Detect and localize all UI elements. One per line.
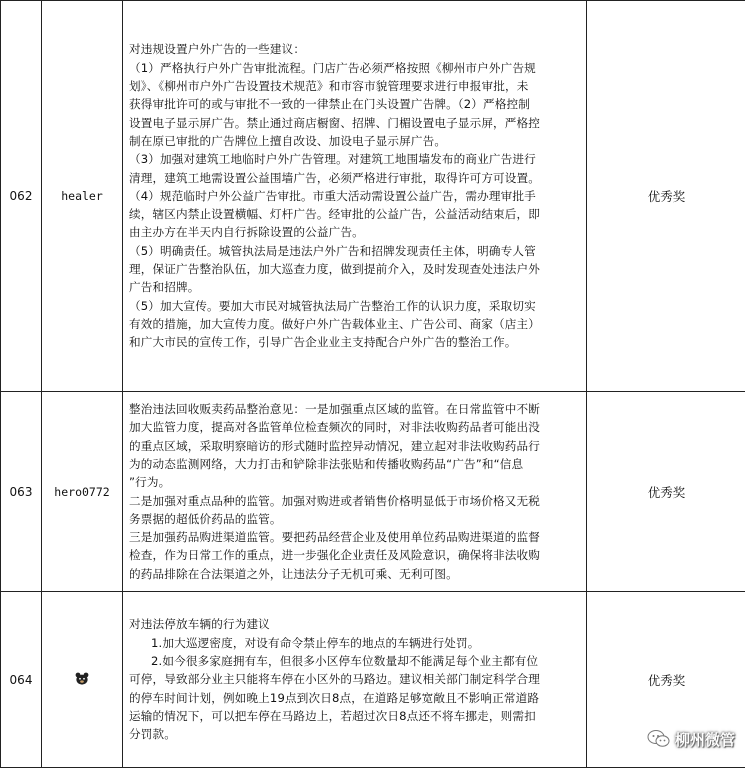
wechat-chat-bubble-icon: [647, 729, 671, 749]
entry-number: 063: [1, 392, 42, 592]
award-label: 优秀奖: [587, 392, 745, 592]
bear-face-icon: [75, 672, 89, 688]
text-line: 制在原已审批的广告牌位上擅自改设、加设电子显示屏广告。: [129, 133, 447, 148]
table-row: [1, 1, 745, 392]
text-line: 三是加强药品购进渠道监管。要把药品经营企业及使用单位药品购进渠道的监督: [129, 530, 541, 545]
watermark-text: 柳州微管: [674, 730, 735, 749]
text-line: （5）明确责任。城管执法局是违法户外广告和招牌发现责任主体，明确专人管: [129, 243, 536, 258]
text-line: 获得审批许可的或与审批不一致的一律禁止在门头设置广告牌。（2）严格控制: [129, 97, 531, 112]
text-line: 可停，导致部分业主只能将车停在小区外的马路边。建议相关部门制定科学合理: [129, 672, 541, 687]
username: hero0772: [42, 392, 123, 592]
text-line: 务票据的超低价药品的监管。: [129, 511, 282, 526]
text-line: 的停车时间计划，例如晚上19点到次日8点，在道路足够宽敞且不影响正常道路: [129, 690, 540, 705]
text-line: 运输的情况下，可以把车停在马路边上，若超过次日8点还不将车挪走，则需扣: [129, 708, 536, 723]
text-line: 有效的措施，加大宣传力度。做好户外广告载体业主、广告公司、商家（店主）: [129, 316, 541, 331]
text-line: 1.加大巡逻密度，对设有命令禁止停车的地点的车辆进行处罚。: [151, 635, 480, 650]
text-line: 和广大市民的宣传工作，引导广告企业业主支持配合户外广告的整治工作。: [129, 335, 517, 350]
text-line: 设置电子显示屏广告。禁止通过商店橱窗、招牌、门楣设置电子显示屏，严格控: [129, 115, 541, 130]
text-line: 二是加强对重点品种的监管。加强对购进或者销售价格明显低于市场价格又无税: [129, 493, 541, 508]
text-line: 对违法停放车辆的行为建议: [129, 617, 270, 632]
entry-number: 064: [1, 592, 42, 768]
text-line: （1）严格执行户外广告审批流程。门店广告必须严格按照《柳州市户外广告规: [129, 60, 536, 75]
entry-number: 062: [1, 1, 42, 392]
text-line: 对违规设置户外广告的一些建议：: [129, 42, 306, 57]
text-line: 整治违法回收贩卖药品整治意见：一是加强重点区域的监管。在日常监管中不断: [129, 402, 541, 417]
award-label: 优秀奖: [587, 592, 745, 768]
text-line: （3）加强对建筑工地临时户外广告管理。对建筑工地围墙发布的商业广告进行: [129, 152, 536, 167]
username: healer: [42, 1, 123, 392]
suggestion-text: [123, 1, 587, 392]
text-line: 加大监管力度，提高对各监管单位检查频次的同时，对非法收购药品者可能出没: [129, 420, 541, 435]
text-line: 广告和招牌。: [129, 280, 200, 295]
text-line: 理，保证广告整治队伍，加大巡查力度，做到提前介入，及时发现查处违法户外: [129, 262, 541, 277]
text-line: 由主办方在半天内自行拆除设置的公益广告。: [129, 225, 364, 240]
text-line: （5）加大宣传。要加大市民对城管执法局广告整治工作的认识力度，采取切实: [129, 298, 536, 313]
suggestion-text: [123, 592, 587, 768]
text-line: 2.如今很多家庭拥有车，但很多小区停车位数量却不能满足每个业主都有位: [151, 654, 539, 669]
text-line: 清理，建筑工地需设置公益围墙广告，必须严格进行审批，取得许可方可设置。: [129, 170, 541, 185]
table-row: [1, 392, 745, 592]
text-line: 的药品排除在合法渠道之外，让违法分子无机可乘、无利可图。: [129, 566, 458, 581]
text-line: ”行为。: [129, 475, 171, 490]
text-line: （4）规范临时户外公益广告审批。市重大活动需设置公益广告，需办理审批手: [129, 188, 536, 203]
text-line: 为的动态监测网络，大力打击和铲除非法张贴和传播收购药品“广告”和“信息: [129, 456, 524, 471]
text-line: 续，辖区内禁止设置横幅、灯杆广告。经审批的公益广告，公益活动结束后，即: [129, 207, 541, 222]
text-line: 的重点区域，采取明察暗访的形式随时监控异动情况，建立起对非法收购药品行: [129, 438, 541, 453]
table-row: [1, 592, 745, 768]
watermark: [647, 724, 735, 754]
avatar-cell: [42, 592, 123, 768]
text-line: 分罚款。: [129, 727, 176, 742]
award-label: 优秀奖: [587, 1, 745, 392]
text-line: 检查，作为日常工作的重点，进一步强化企业责任及风险意识，确保将非法收购: [129, 548, 541, 563]
suggestion-text: [123, 392, 587, 592]
text-line: 划》、《柳州市户外广告设置技术规范》和市容市貌管理要求进行申报审批，未: [129, 79, 529, 94]
